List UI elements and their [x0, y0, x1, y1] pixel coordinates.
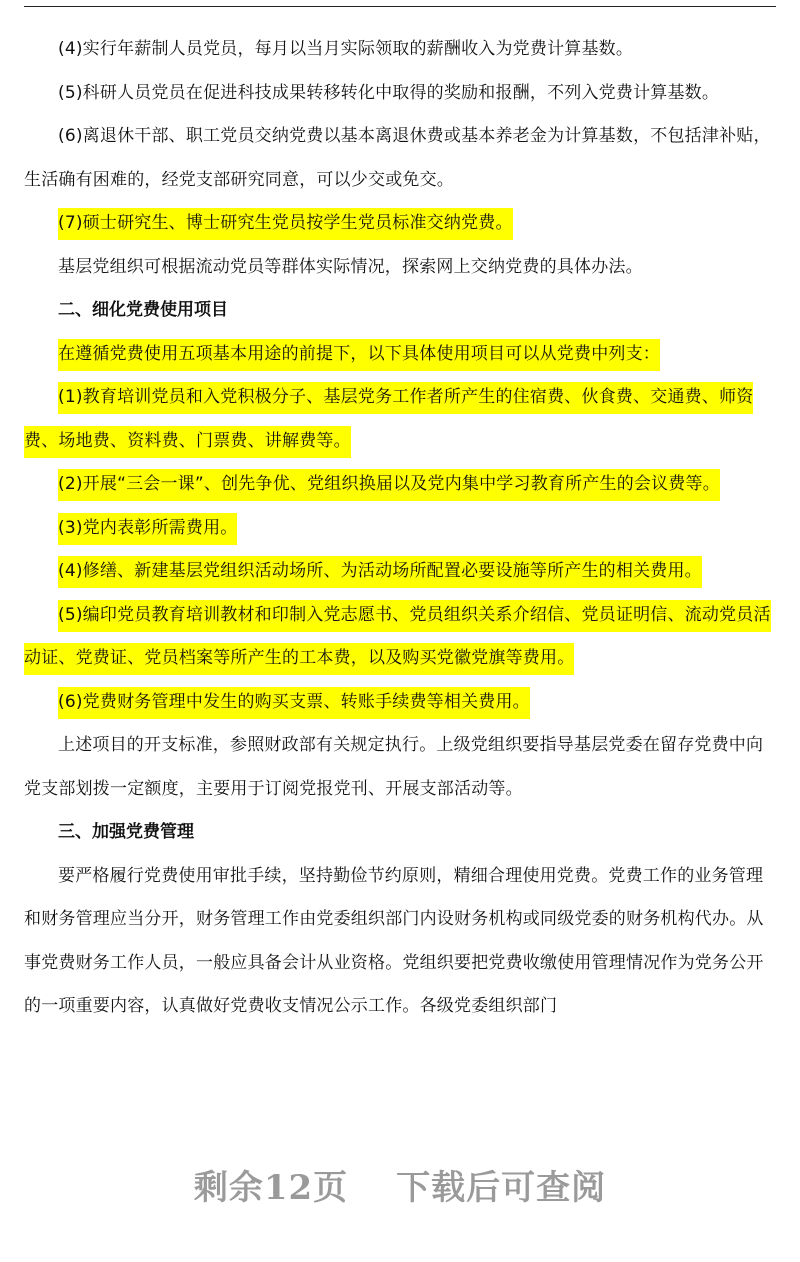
- highlighted-text: (6)党费财务管理中发生的购买支票、转账手续费等相关费用。: [58, 687, 530, 719]
- highlighted-text: (7)硕士研究生、博士研究生党员按学生党员标准交纳党费。: [58, 208, 513, 240]
- paragraph-online-payment: [24, 246, 776, 290]
- highlighted-text: 在遵循党费使用五项基本用途的前提下，以下具体使用项目可以从党费中列支：: [58, 339, 660, 371]
- highlighted-text: (3)党内表彰所需费用。: [58, 513, 237, 545]
- paragraph-text: 上述项目的开支标准，参照财政部有关规定执行。上级党组织要指导基层党委在留存党费中向党支部划拨一定额度，主要用于订阅党报党刊、开展支部活动等。: [24, 735, 764, 799]
- highlighted-text: (4)修缮、新建基层党组织活动场所、为活动场所配置必要设施等所产生的相关费用。: [58, 556, 702, 588]
- paragraph-text: 基层党组织可根据流动党员等群体实际情况，探索网上交纳党费的具体办法。: [58, 256, 643, 277]
- remaining-pages-label: 剩余12页: [193, 1168, 349, 1208]
- paragraph-text: (5)科研人员党员在促进科技成果转移转化中取得的奖励和报酬，不列入党费计算基数。: [58, 82, 720, 103]
- section-2-item-3: [24, 507, 776, 551]
- section-2-item-1: [24, 376, 776, 463]
- highlighted-text: (2)开展“三会一课”、创先争优、党组织换届以及党内集中学习教育所产生的会议费等。: [58, 469, 720, 501]
- paragraph-5-research-rewards: [24, 72, 776, 116]
- paragraph-text: 要严格履行党费使用审批手续，坚持勤俭节约原则，精细合理使用党费。党费工作的业务管理和财务管理应当分开，财务管理工作由党委组织部门内设财务机构或同级党委的财务机构代办。从事党费财务工作人员，一般应具备会计从业资格。党组织要把党费收缴使用管理情况作为党务公开的一项重要内容，认真做好党费收支情况公示工作。各级党委组织部门: [24, 865, 764, 1016]
- section-2-heading: 二、细化党费使用项目: [58, 300, 228, 320]
- section-2-item-4: [24, 550, 776, 594]
- section-2-closing: [24, 724, 776, 811]
- download-to-view-label: 下载后可查阅: [396, 1168, 607, 1208]
- download-prompt[interactable]: [0, 1160, 800, 1209]
- section-2-item-2: [24, 463, 776, 507]
- paragraph-text: (6)离退休干部、职工党员交纳党费以基本离退休费或基本养老金为计算基数，不包括津补贴，生活确有困难的，经党支部研究同意，可以少交或免交。: [24, 126, 771, 190]
- paragraph-7-graduate-students: [24, 202, 776, 246]
- document-body: [24, 28, 776, 1029]
- section-3-heading: 三、加强党费管理: [58, 822, 194, 842]
- paragraph-4-annual-salary: [24, 28, 776, 72]
- highlighted-text: (1)教育培训党员和入党积极分子、基层党务工作者所产生的住宿费、伙食费、交通费、师资费、场地费、资料费、门票费、讲解费等。: [24, 382, 753, 458]
- section-2-item-6: [24, 681, 776, 725]
- paragraph-text: (4)实行年薪制人员党员，每月以当月实际领取的薪酬收入为党费计算基数。: [58, 39, 634, 59]
- paragraph-6-retirees: [24, 115, 776, 202]
- section-3-body: [24, 855, 776, 1029]
- highlighted-text: (5)编印党员教育培训教材和印制入党志愿书、党员组织关系介绍信、党员证明信、流动党员活动证、党费证、党员档案等所产生的工本费，以及购买党徽党旗等费用。: [24, 600, 771, 676]
- section-2-item-5: [24, 594, 776, 681]
- top-rule: [24, 6, 776, 7]
- section-2-intro: [24, 333, 776, 377]
